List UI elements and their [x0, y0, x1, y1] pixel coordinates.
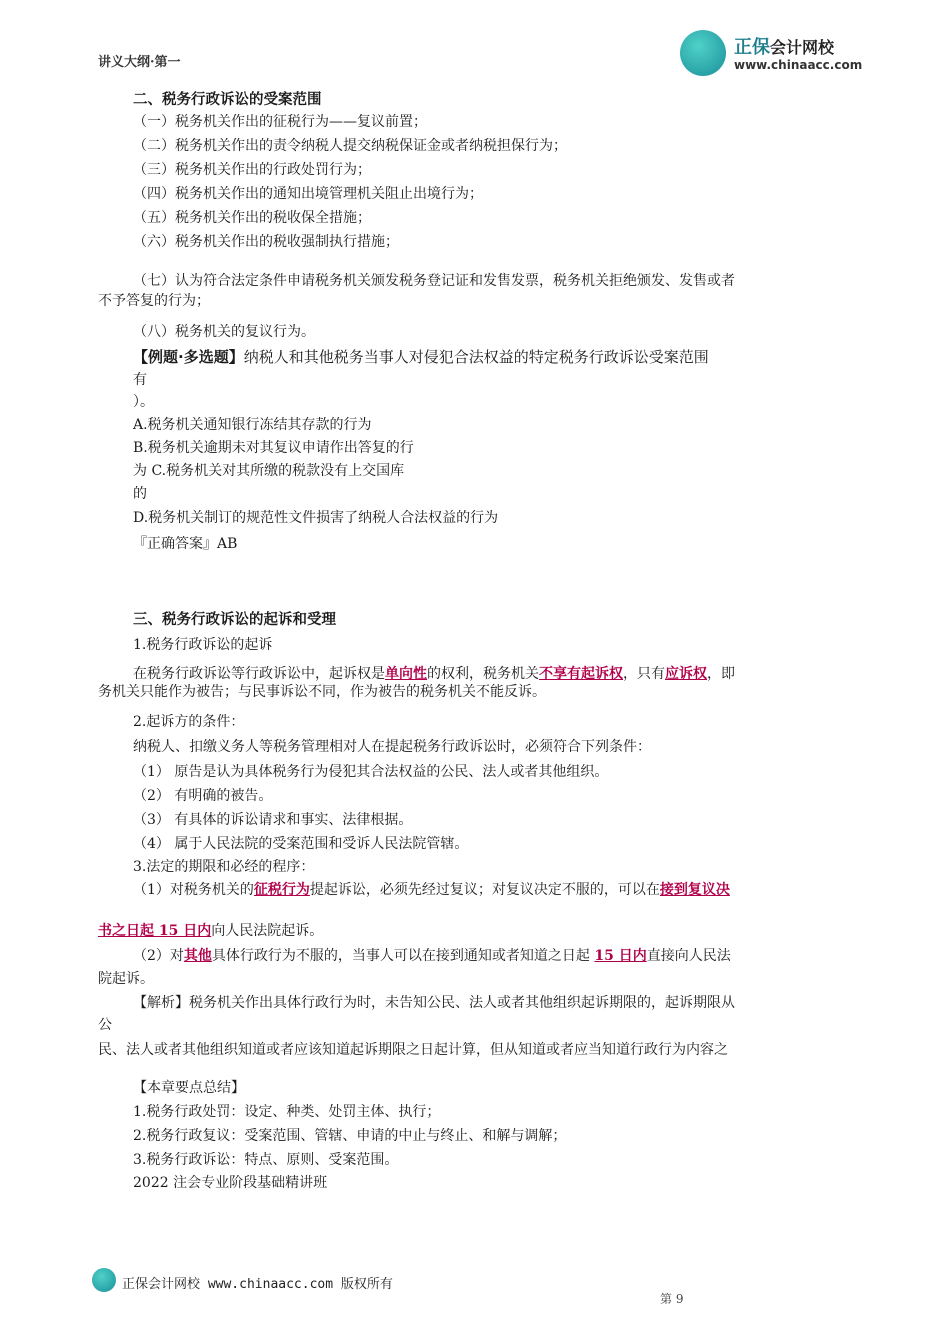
section2-item: （六）税务机关作出的税收强制执行措施；: [133, 234, 399, 250]
section2-item: （五）税务机关作出的税收保全措施；: [133, 210, 371, 226]
option-d: D.税务机关制订的规范性文件损害了纳税人合法权益的行为: [133, 510, 499, 526]
condition-item: （1） 原告是认为具体税务行为侵犯其合法权益的公民、法人或者其他组织。: [133, 764, 609, 780]
section2-item-8: （八）税务机关的复议行为。: [133, 324, 315, 340]
example-question: 【例题·多选题】纳税人和其他税务当事人对侵犯合法权益的特定税务行政诉讼受案范围: [133, 348, 709, 366]
brand-name: 正保会计网校: [734, 37, 835, 58]
rule-2-end: 院起诉。: [98, 971, 154, 987]
rule-2: （2）对其他具体行政行为不服的，当事人可以在接到通知或者知道之日起 15 日内直接向人民法: [133, 948, 731, 964]
summary-item: 1.税务行政处罚：设定、种类、处罚主体、执行；: [133, 1104, 441, 1120]
section3-p2-cut: 务机关只能作为被告；与民事诉讼不同，作为被告的税务机关不能反诉。: [98, 684, 546, 700]
condition-item: （3） 有具体的诉讼请求和事实、法律根据。: [133, 812, 413, 828]
section3-title: 三、税务行政诉讼的起诉和受理: [133, 612, 336, 628]
analysis-line: 民、法人或者其他组织知道或者应该知道起诉期限之日起计算，但从知道或者应当知道行政行为内容之: [98, 1042, 728, 1058]
section3-sub2: 2.起诉方的条件：: [133, 714, 245, 730]
example-question-end: ）。: [133, 394, 154, 410]
chinaacc-logo-icon: [680, 30, 726, 76]
option-a: A.税务机关通知银行冻结其存款的行为: [133, 417, 372, 433]
section3-sub3: 3.法定的期限和必经的程序：: [133, 859, 315, 875]
page-number-cut: 第 9: [660, 1292, 684, 1306]
analysis-line: 【解析】税务机关作出具体行政行为时，未告知公民、法人或者其他组织起诉期限的，起诉期限从: [133, 995, 735, 1011]
condition-item: （2） 有明确的被告。: [133, 788, 273, 804]
rule-1: （1）对税务机关的征税行为提起诉讼，必须先经过复议；对复议决定不服的，可以在接到复议决: [133, 882, 730, 898]
section3-intro: 纳税人、扣缴义务人等税务管理相对人在提起税务行政诉讼时，必须符合下列条件：: [133, 739, 651, 755]
footer-copyright: 正保会计网校 www.chinaacc.com 版权所有: [122, 1277, 393, 1292]
summary-item: 2.税务行政复议：受案范围、管辖、申请的中止与终止、和解与调解；: [133, 1128, 567, 1144]
section2-title: 二、税务行政诉讼的受案范围: [133, 92, 322, 108]
rule-1-wrap: 书之日起 15 日内向人民法院起诉。: [98, 923, 324, 939]
option-c-end: 的: [133, 486, 147, 502]
section2-item: （一）税务机关作出的征税行为——复议前置；: [133, 114, 427, 130]
partial-top-text: 讲义大纲·第一: [98, 55, 181, 70]
section2-cut-line: （七）认为符合法定条件申请税务机关颁发税务登记证和发售发票，税务机关拒绝颁发、发售或者: [133, 273, 735, 289]
brand-url: www.chinaacc.com: [734, 58, 863, 72]
section2-cut-line: 不予答复的行为；: [98, 293, 210, 309]
section2-item: （二）税务机关作出的责令纳税人提交纳税保证金或者纳税担保行为；: [133, 138, 567, 154]
analysis-wrap: 公: [98, 1017, 112, 1033]
section3-sub1-cut: 1.税务行政诉讼的起诉: [133, 637, 273, 653]
option-c: 为 C.税务机关对其所缴的税款没有上交国库: [133, 463, 405, 479]
example-question-wrap: 有: [133, 372, 147, 388]
section3-p1-cut: 在税务行政诉讼等行政诉讼中，起诉权是单向性的权利，税务机关不享有起诉权，只有应诉权，即: [133, 666, 735, 682]
condition-item: （4） 属于人民法院的受案范围和受诉人民法院管辖。: [133, 836, 469, 852]
footer-logo-icon: [92, 1268, 116, 1292]
section2-item: （四）税务机关作出的通知出境管理机关阻止出境行为；: [133, 186, 483, 202]
section2-item: （三）税务机关作出的行政处罚行为；: [133, 162, 371, 178]
summary-item: 3.税务行政诉讼：特点、原则、受案范围。: [133, 1152, 399, 1168]
option-b: B.税务机关逾期未对其复议申请作出答复的行: [133, 440, 414, 456]
course-cut: 2022 注会专业阶段基础精讲班: [133, 1175, 328, 1191]
answer-cut: 『正确答案』AB: [133, 536, 238, 552]
summary-title: 【本章要点总结】: [133, 1080, 245, 1096]
